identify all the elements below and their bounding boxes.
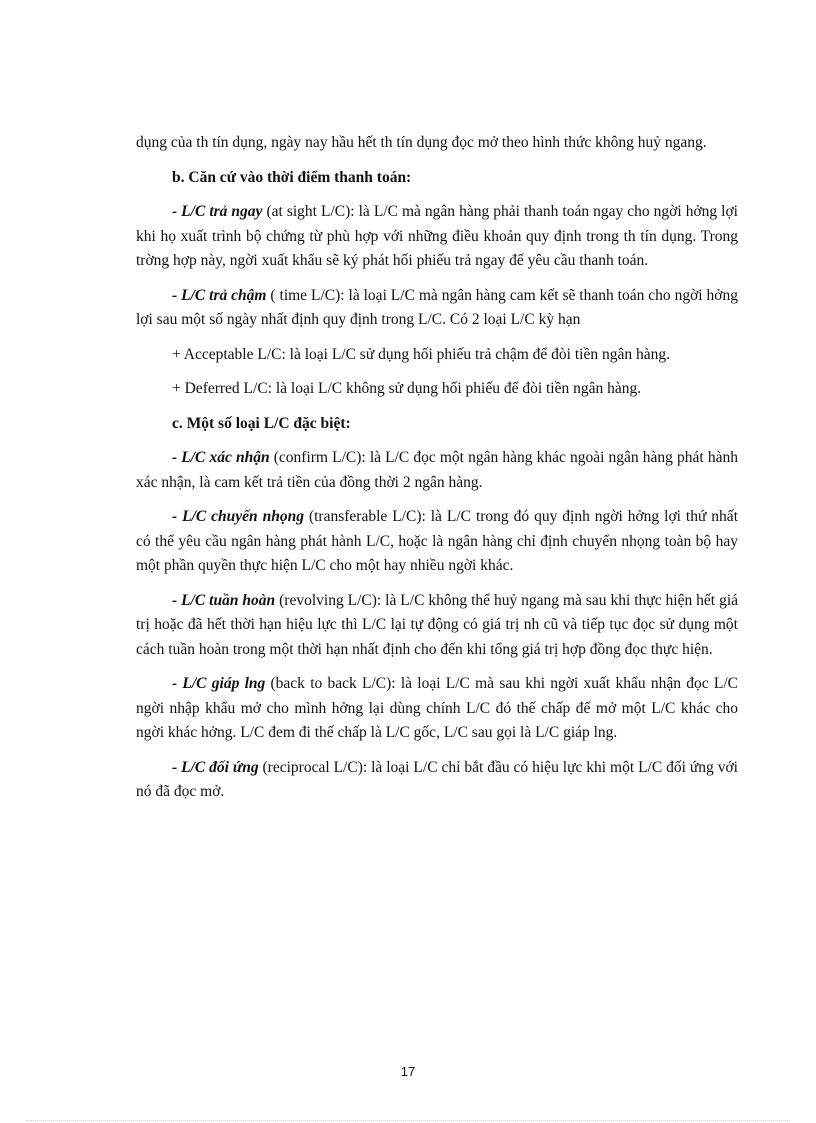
- term-label: - L/C trả chậm: [172, 286, 267, 304]
- paragraph-acceptable-lc: + Acceptable L/C: là loại L/C sử dụng hối phiếu trả chậm để đòi tiền ngân hàng.: [172, 345, 670, 363]
- paragraph-intro: dụng của th tín dụng, ngày nay hầu hết th tín dụng đọc mở theo hình thức không huỷ ngang.: [136, 134, 707, 151]
- term-definition: (confirm L/C): là L/C đọc một ngân hàng khác ngoài ngân hàng phát hành xác nhận, là cam kết trả tiền của đồng thời 2 ngân hàng.: [136, 449, 738, 491]
- page-body: [136, 131, 738, 815]
- term-label: - L/C trả ngay: [172, 203, 263, 220]
- term-label: - L/C chuyển nhọng: [172, 508, 304, 525]
- term-definition: (back to back L/C): là loại L/C mà sau khi ngời xuất khẩu nhận đọc L/C ngời nhập khẩu mở cho mình hởng lại dùng chính L/C đó thế chấp để mở một L/C khác cho ngời khác hởng. L/C đem đi thế chấp là L/C gốc, L/C sau gọi là L/C giáp lng.: [136, 675, 738, 741]
- paragraph-lc-revolving: [136, 589, 738, 663]
- term-label: - L/C giáp lng: [172, 675, 266, 692]
- term-definition: (at sight L/C): là L/C mà ngân hàng phải thanh toán ngay cho ngời hởng lợi khi họ xuất trình bộ chứng từ phù hợp với những điều khoản quy định trong th tín dụng. Trong trờng hợp này, ngời xuất khẩu sẽ ký phát hối phiếu trả ngay để yêu cầu thanh toán.: [136, 203, 738, 269]
- paragraph-lc-time: [136, 284, 738, 333]
- section-heading-b: b. Căn cứ vào thời điểm thanh toán:: [172, 168, 412, 186]
- paragraph-lc-transferable: [136, 505, 738, 579]
- term-definition: ( time L/C): là loại L/C mà ngân hàng cam kết sẽ thanh toán cho ngời hởng lợi sau một số ngày nhất định quy định trong L/C. Có 2 loại L/C kỳ hạn: [136, 286, 738, 328]
- paragraph-lc-at-sight: [136, 200, 738, 274]
- term-label: - L/C đối ứng: [172, 758, 259, 776]
- page-number: 17: [400, 1064, 416, 1079]
- page-bottom-divider: [26, 1120, 790, 1121]
- term-label: - L/C xác nhận: [172, 449, 270, 466]
- paragraph-deferred-lc: + Deferred L/C: là loại L/C không sử dụng hối phiếu để đòi tiền ngân hàng.: [172, 380, 642, 397]
- section-heading-c: c. Một số loại L/C đặc biệt:: [172, 414, 351, 432]
- term-definition: (reciprocal L/C): là loại L/C chỉ bắt đầu có hiệu lực khi một L/C đối ứng với nó đã đọc mở.: [136, 758, 738, 800]
- paragraph-lc-confirm: [136, 446, 738, 495]
- term-definition: (transferable L/C): là L/C trong đó quy định ngời hởng lợi thứ nhất có thể yêu cầu ngân hàng phát hành L/C, hoặc là ngân hàng chỉ định chuyển nhọng toàn bộ hay một phần quyền thực hiện L/C cho một hay nhiều ngời khác.: [136, 508, 738, 574]
- term-definition: (revolving L/C): là L/C không thể huỷ ngang mà sau khi thực hiện hết giá trị hoặc đã hết thời hạn hiệu lực thì L/C lại tự động có giá trị nh cũ và tiếp tục đọc sử dụng một cách tuần hoàn trong một thời hạn nhất định cho đến khi tổng giá trị hợp đồng đọc thực hiện.: [136, 591, 739, 658]
- term-label: - L/C tuần hoàn: [172, 591, 276, 609]
- paragraph-lc-back-to-back: [136, 672, 738, 746]
- paragraph-lc-reciprocal: [136, 756, 738, 805]
